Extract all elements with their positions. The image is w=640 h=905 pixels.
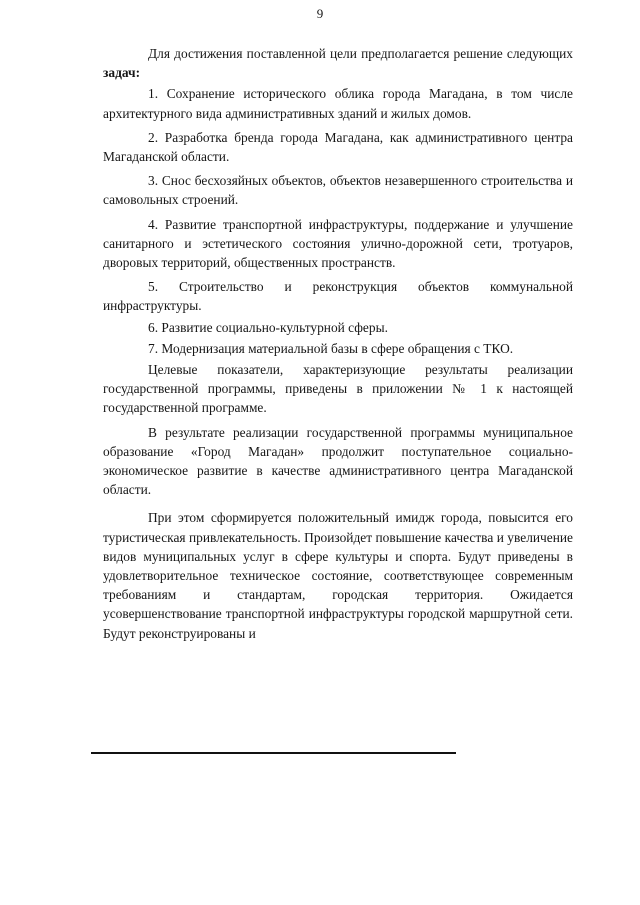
indicators-paragraph: Целевые показатели, характеризующие результаты реализации государственной программы, приведены в приложении № 1 к настоящей государственной программе. [103, 362, 573, 416]
task-item-1: 1. Сохранение исторического облика города Магадана, в том числе архитектурного вида административных зданий и жилых домов. [103, 86, 573, 121]
task-item-7: 7. Модернизация материальной базы в сфере обращения с ТКО. [148, 340, 514, 356]
page-body [103, 44, 573, 643]
task-item-3: 3. Снос бесхозяйных объектов, объектов незавершенного строительства и самовольных строений. [103, 173, 573, 208]
intro-paragraph [103, 44, 573, 82]
image-paragraph: При этом сформируется положительный имидж города, повысится его туристическая привлекательность. Произойдет повышение качества и увеличение видов муниципальных услуг в сфере культуры и спорта. Будут приведены в удовлетворительное техническое состояние, соответствующее современным требованиям и стандартам, городская территория. Ожидается усовершенствование транспортной инфраструктуры городской маршрутной сети. Будут реконструированы и [103, 510, 573, 641]
intro-text: Для достижения поставленной цели предполагается решение следующих [148, 46, 573, 61]
page-number: 9 [316, 6, 324, 21]
result-paragraph: В результате реализации государственной программы муниципальное образование «Город Магадан» продолжит поступательное социально-экономическое развитие в качестве административного центра Магаданской области. [103, 424, 573, 498]
task-item-5: 5. Строительство и реконструкция объектов коммунальной инфраструктуры. [103, 279, 573, 314]
task-item-4: 4. Развитие транспортной инфраструктуры, поддержание и улучшение санитарного и эстетического состояния улично-дорожной сети, тротуаров, дворовых территорий, общественных пространств. [103, 216, 573, 271]
footnote-divider [91, 752, 456, 754]
intro-colon: : [135, 65, 141, 81]
task-item-6: 6. Развитие социально-культурной сферы. [148, 319, 388, 335]
intro-bold-term: задач [103, 65, 136, 81]
task-item-2: 2. Разработка бренда города Магадана, как административного центра Магаданской области. [103, 129, 573, 165]
